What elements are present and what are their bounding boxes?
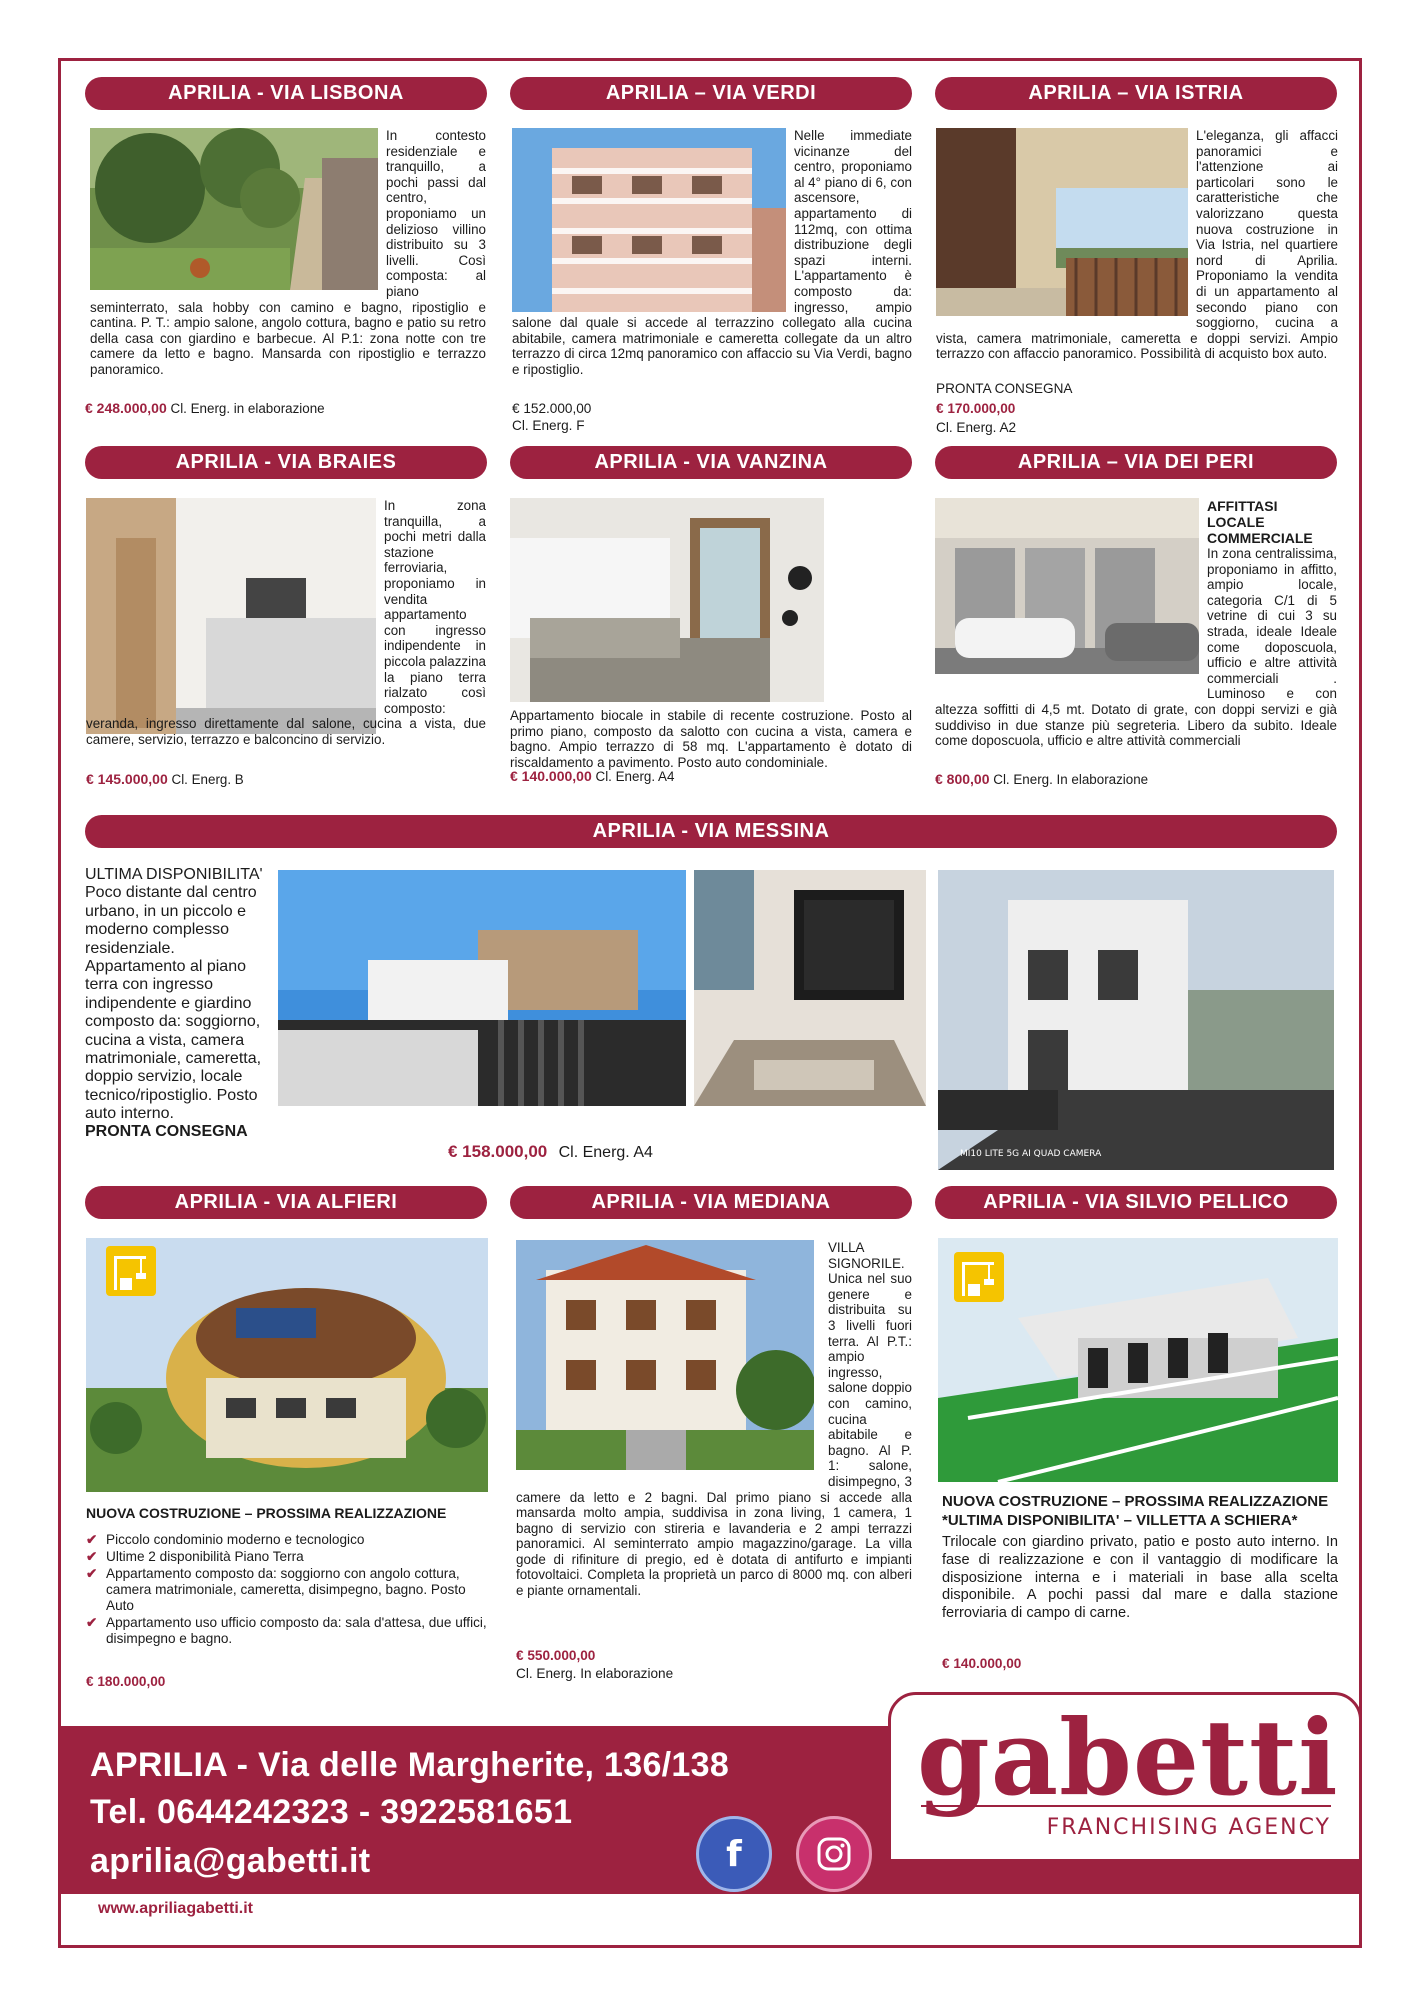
check-icon: ✔: [86, 1549, 98, 1564]
footer-website[interactable]: www.apriliagabetti.it: [98, 1900, 253, 1917]
listing-vanzina-energy: Cl. Energ. A4: [595, 769, 675, 784]
listing-peri-label: AFFITTASI LOCALE COMMERCIALE: [1207, 498, 1313, 546]
listing-braies-energy: Cl. Energ. B: [171, 772, 244, 787]
listing-lisbona-price-line: [85, 400, 325, 417]
listing-peri-title: APRILIA – VIA DEI PERI: [935, 446, 1337, 479]
list-item: ✔ Appartamento uso ufficio composto da: sala d'attesa, due uffici, disimpegno e bagno.: [86, 1615, 487, 1646]
list-item: ✔ Ultime 2 disponibilità Piano Terra: [86, 1549, 304, 1564]
listing-messina-label: ULTIMA DISPONIBILITA': [85, 866, 263, 883]
listing-vanzina-price: € 140.000,00: [510, 768, 592, 784]
listing-messina-price-line: [448, 1144, 653, 1161]
listing-mediana-label: VILLA SIGNORILE.: [828, 1240, 905, 1271]
check-icon: ✔: [86, 1566, 98, 1581]
listing-lisbona-price: € 248.000,00: [85, 400, 167, 416]
listing-pellico-subtitle-1: NUOVA COSTRUZIONE – PROSSIMA REALIZZAZIONE: [942, 1493, 1329, 1510]
listing-pellico-price: € 140.000,00: [942, 1656, 1022, 1671]
listing-peri-energy: Cl. Energ. In elaborazione: [993, 772, 1149, 787]
listing-istria-status: PRONTA CONSEGNA: [936, 381, 1073, 396]
listing-peri-price-line: [935, 771, 1148, 788]
listing-messina-photo-caption: MI10 LITE 5G AI QUAD CAMERA: [960, 1149, 1102, 1159]
listing-lisbona-description: In contesto residenziale e tranquillo, a pochi passi dal centro, proponiamo un delizioso villino distribuito su 3 livelli. Così composta: al piano seminterrato, sala hobby con camino e bagno, ripostiglio e cantina. P. T.: ampio salone, angolo cottura, bagno e patio su retro della casa con giardino e barbecue. Al P.1: zona notte con tre camere da letto e bagno. Mansarda con ripostiglio e terrazzo panoramico.: [90, 128, 486, 377]
listing-lisbona-energy: Cl. Energ. in elaborazione: [170, 401, 325, 416]
list-item: ✔ Appartamento composto da: soggiorno con angolo cottura, camera matrimoniale, cameretta, disimpegno, bagno. Posto Auto: [86, 1566, 466, 1613]
logo-divider: [921, 1805, 1331, 1807]
listing-istria-price: € 170.000,00: [936, 401, 1016, 416]
footer-phone[interactable]: Tel. 0644242323 - 3922581651: [90, 1793, 573, 1831]
construction-crane-icon: [106, 1246, 156, 1296]
listing-peri-price: € 800,00: [935, 771, 990, 787]
listing-mediana-description: VILLA SIGNORILE. Unica nel suo genere e distribuita su 3 livelli fuori terra. Al P.T.: ampio ingresso, salone doppio con camino, cucina abitabile e bagno. Al P. 1: salone, disimpegno, 3 camere da letto e 2 bagni. Dal primo piano si accede alla mansarda molto ampia, suddivisa in zona living, 1 camera, 1 bagno di servizio con stireria e lavanderia e 2 ampi terrazzi panoramici. Al seminterrato ampio magazzino/garage. La villa gode di rifiniture di pregio, ed è dotata di antifurto e impianti fotovoltaici. Completa la proprietà un parco di 8000 mq. con alberi e piante ornamentali.: [516, 1240, 912, 1599]
listing-verdi-price: € 152.000,00: [512, 401, 592, 416]
listing-vanzina-title: APRILIA - VIA VANZINA: [510, 446, 912, 479]
listing-mediana-price: € 550.000,00: [516, 1648, 596, 1663]
listing-alfieri-title: APRILIA - VIA ALFIERI: [85, 1186, 487, 1219]
logo-tagline: FRANCHISING AGENCY: [1046, 1815, 1331, 1840]
listing-messina-description: ULTIMA DISPONIBILITA' Poco distante dal centro urbano, in un piccolo e moderno complesso residenziale. Appartamento al piano terra con ingresso indipendente e giardino composto da: soggiorno, cucina a vista, camera matrimoniale, cameretta, doppio servizio, locale tecnico/ripostiglio. Posto auto interno. PRONTA CONSEGNA: [85, 866, 271, 1140]
listing-istria-title: APRILIA – VIA ISTRIA: [935, 77, 1337, 110]
construction-crane-icon: [954, 1252, 1004, 1302]
listing-mediana-energy: Cl. Energ. In elaborazione: [516, 1666, 674, 1681]
listing-istria-description: L'eleganza, gli affacci panoramici e l'attenzione ai particolari sono le caratteristiche che valorizzano questa nuova costruzione in Via Istria, nel quartiere nord di Aprilia. Proponiamo la vendita di un appartamento al secondo piano con soggiorno, cucina a vista, camera matrimoniale, cameretta e doppi servizi. Ampio terrazzo con affaccio panoramico. Possibilità di acquisto box auto.: [936, 128, 1338, 362]
listing-pellico-title: APRILIA - VIA SILVIO PELLICO: [935, 1186, 1337, 1219]
logo-wordmark: gabetti: [917, 1696, 1339, 1819]
list-item: ✔ Piccolo condominio moderno e tecnologico: [86, 1532, 365, 1547]
listing-pellico-description: Trilocale con giardino privato, patio e posto auto interno. In fase di realizzazione e con il vantaggio di modificare la disposizione interna e i materiali in base alla scelta disponibile. A pochi passi dal mare e dalla stazione ferroviaria di campo di carne.: [942, 1534, 1338, 1622]
check-icon: ✔: [86, 1532, 98, 1547]
listing-messina-energy: Cl. Energ. A4: [558, 1144, 653, 1161]
listing-braies-title: APRILIA - VIA BRAIES: [85, 446, 487, 479]
listing-lisbona-title: APRILIA - VIA LISBONA: [85, 77, 487, 110]
footer-address: APRILIA - Via delle Margherite, 136/138: [90, 1746, 730, 1784]
listing-alfieri-features: [86, 1532, 488, 1648]
listing-braies-description: In zona tranquilla, a pochi metri dalla stazione ferroviaria, proponiamo in vendita appartamento con ingresso indipendente in piccola palazzina la piano terra rialzato così composto: veranda, ingresso direttamente dal salone, cucina a vista, due camere, servizio, terrazzo e balconcino di servizio.: [86, 498, 486, 747]
listing-messina-photo-1: [278, 870, 686, 1106]
listing-messina-status: PRONTA CONSEGNA: [85, 1122, 248, 1140]
listing-braies-price-line: [86, 771, 244, 788]
instagram-icon[interactable]: [796, 1816, 872, 1892]
listing-verdi-description: Nelle immediate vicinanze del centro, proponiamo al 4° piano di 6, con ascensore, appartamento di 112mq, con ottima distribuzione degli spazi interni. L'appartamento è composto da: ingresso, ampio salone dal quale si accede al terrazzino collegato alla cucina abitabile, camera matrimoniale e cameretta collegate da un altro terrazzo di circa 12mq panoramico con affaccio su Via Verdi, bagno e ripostiglio.: [512, 128, 912, 377]
listing-messina-title: APRILIA - VIA MESSINA: [85, 815, 1337, 848]
listing-braies-price: € 145.000,00: [86, 771, 168, 787]
listing-verdi-energy: Cl. Energ. F: [512, 418, 585, 433]
listing-alfieri-subtitle: NUOVA COSTRUZIONE – PROSSIMA REALIZZAZIONE: [86, 1505, 447, 1521]
listing-pellico-photo: [938, 1238, 1338, 1482]
listing-messina-photo-3: [938, 870, 1334, 1170]
listing-verdi-title: APRILIA – VIA VERDI: [510, 77, 912, 110]
listing-peri-description: AFFITTASI LOCALE COMMERCIALE In zona centralissima, proponiamo in affitto, ampio locale, categoria C/1 di 5 vetrine di cui 3 su strada, ideale Ideale come doposcuola, ufficio e altre attività commerciali . Luminoso e con altezza soffitti di 4,5 mt. Dotato di grate, con doppi servizi e già suddiviso in due stanze più segreteria. Libero da subito. Ideale come doposcuola, ufficio e altre attività commerciali: [935, 498, 1337, 749]
listing-mediana-title: APRILIA - VIA MEDIANA: [510, 1186, 912, 1219]
facebook-icon[interactable]: f: [696, 1816, 772, 1892]
listing-pellico-subtitle-2: *ULTIMA DISPONIBILITA' – VILLETTA A SCHIERA*: [942, 1512, 1298, 1529]
check-icon: ✔: [86, 1615, 98, 1630]
listing-vanzina-price-line: [510, 768, 674, 785]
listing-istria-energy: Cl. Energ. A2: [936, 420, 1017, 435]
listing-alfieri-price: € 180.000,00: [86, 1674, 166, 1689]
gabetti-logo: [888, 1692, 1362, 1862]
listing-vanzina-description: Appartamento biocale in stabile di recente costruzione. Posto al primo piano, composto da salotto con cucina a vista, camera e bagno. Ampio terrazzo di 58 mq. L'appartamento è dotato di riscaldamento a pavimento. Posto auto condominiale.: [510, 708, 912, 770]
listing-messina-photo-2: [694, 870, 926, 1106]
listing-messina-price: € 158.000,00: [448, 1142, 548, 1161]
listing-alfieri-photo: [86, 1238, 488, 1492]
footer-email[interactable]: aprilia@gabetti.it: [90, 1842, 371, 1880]
